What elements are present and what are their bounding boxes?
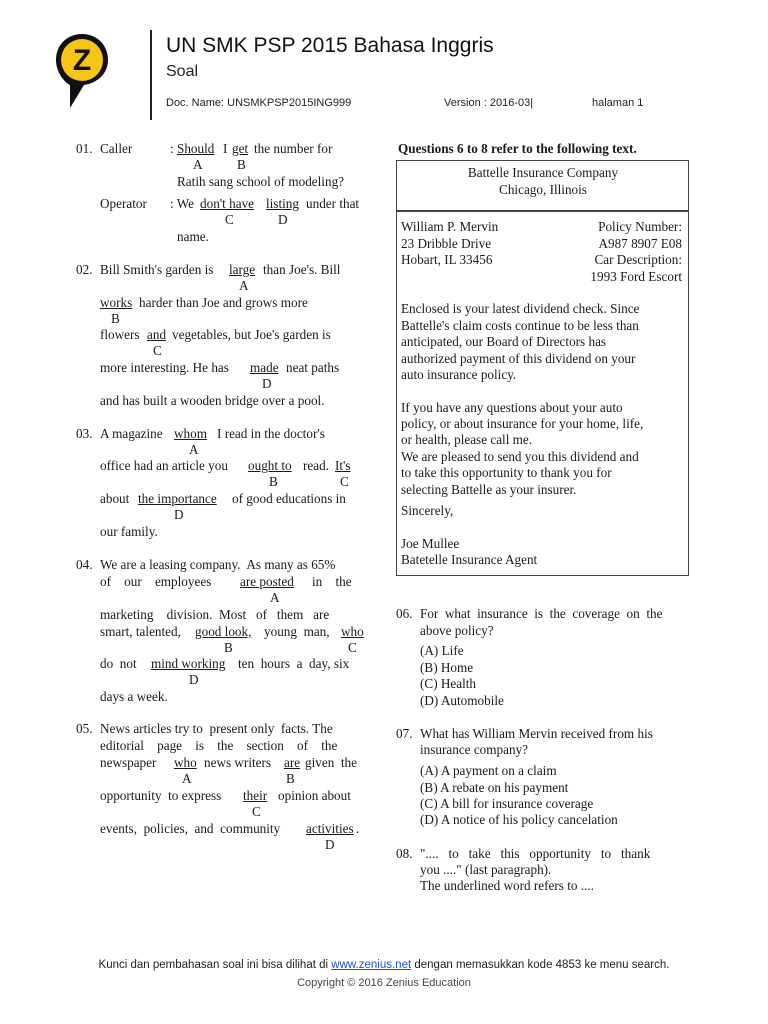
answer-option[interactable]: (A) Life (420, 643, 464, 658)
answer-option[interactable]: (D) Automobile (420, 693, 504, 708)
underlined-option: made (250, 360, 279, 375)
underlined-option: and (147, 327, 167, 342)
option-letter: B (286, 771, 295, 786)
option-letter: B (269, 474, 278, 489)
option-letter: C (348, 640, 357, 655)
option-letter: B (224, 640, 233, 655)
underlined-option: ought to (248, 458, 292, 473)
option-letter: A (270, 590, 280, 605)
recipient-street: 23 Dribble Drive (401, 236, 492, 251)
answer-option[interactable]: (B) A rebate on his payment (420, 780, 569, 795)
recipient-name: William P. Mervin (401, 219, 499, 234)
answer-option[interactable]: (D) A notice of his policy cancelation (420, 812, 618, 827)
company-city: Chicago, Illinois (499, 182, 587, 197)
option-letter: D (189, 672, 199, 687)
speaker-caller: Caller (100, 141, 133, 156)
passage-divider (397, 210, 689, 212)
recipient-town: Hobart, IL 33456 (401, 252, 493, 267)
underlined-option: large (229, 262, 256, 277)
copyright: Copyright © 2016 Zenius Education (297, 977, 471, 989)
underlined-option: get (232, 141, 249, 156)
question-number: 02. (76, 262, 93, 277)
option-letter: A (182, 771, 192, 786)
option-letter: A (239, 278, 249, 293)
option-letter: B (237, 157, 246, 172)
question-number: 06. (396, 606, 413, 621)
question-number: 04. (76, 557, 93, 572)
policy-number: A987 8907 E08 (598, 236, 682, 251)
policy-label: Policy Number: (598, 219, 682, 234)
underlined-option: works (100, 295, 133, 310)
underlined-option: who (174, 755, 197, 770)
doc-name: Doc. Name: UNSMKPSP2015ING999 (166, 97, 352, 109)
footer-note: Kunci dan pembahasan soal ini bisa dilihat di www.zenius.net dengan memasukkan kode 4853 ke menu search. (98, 959, 670, 971)
document-title: UN SMK PSP 2015 Bahasa Inggris (166, 34, 494, 57)
option-letter: A (189, 442, 199, 457)
zenius-logo (54, 32, 110, 110)
logo-letter: Z (72, 44, 92, 77)
underlined-option: their (243, 788, 268, 803)
zenius-link[interactable]: www.zenius.net (331, 959, 412, 971)
option-letter: C (252, 804, 261, 819)
option-letter: A (193, 157, 203, 172)
question-number: 03. (76, 426, 93, 441)
underlined-option: are posted (240, 574, 294, 589)
option-letter: C (225, 212, 234, 227)
option-letter: C (340, 474, 349, 489)
underlined-option: are (284, 755, 301, 770)
underlined-option: the importance (138, 491, 217, 506)
question-number: 01. (76, 141, 93, 156)
header-divider (150, 30, 152, 120)
underlined-option: activities (306, 821, 354, 836)
answer-option[interactable]: (A) A payment on a claim (420, 763, 557, 778)
passage-intro: Questions 6 to 8 refer to the following text. (398, 141, 637, 156)
answer-option[interactable]: (C) A bill for insurance coverage (420, 796, 594, 811)
answer-option[interactable]: (B) Home (420, 660, 474, 675)
speaker-operator: Operator (100, 196, 147, 211)
underlined-option: listing (266, 196, 299, 211)
underlined-option: don't have (200, 196, 255, 211)
car-label: Car Description: (594, 252, 682, 267)
answer-option[interactable]: (C) Health (420, 676, 477, 691)
underlined-option: who (341, 624, 364, 639)
underlined-option: mind working (151, 656, 226, 671)
option-letter: D (325, 837, 335, 852)
option-letter: C (153, 343, 162, 358)
option-letter: D (174, 507, 184, 522)
question-number: 07. (396, 726, 413, 741)
question-number: 08. (396, 846, 413, 861)
option-letter: D (262, 376, 272, 391)
version: Version : 2016-03| (444, 97, 534, 109)
underlined-option: whom (174, 426, 207, 441)
underlined-option: good look, (195, 624, 252, 639)
document-subtitle: Soal (166, 63, 199, 80)
option-letter: B (111, 311, 120, 326)
page-number: halaman 1 (592, 97, 644, 109)
option-letter: D (278, 212, 288, 227)
question-number: 05. (76, 721, 93, 736)
company-name: Battelle Insurance Company (467, 165, 619, 180)
underlined-option: Should (177, 141, 215, 156)
underlined-option: It's (335, 458, 351, 473)
car-description: 1993 Ford Escort (590, 269, 682, 284)
